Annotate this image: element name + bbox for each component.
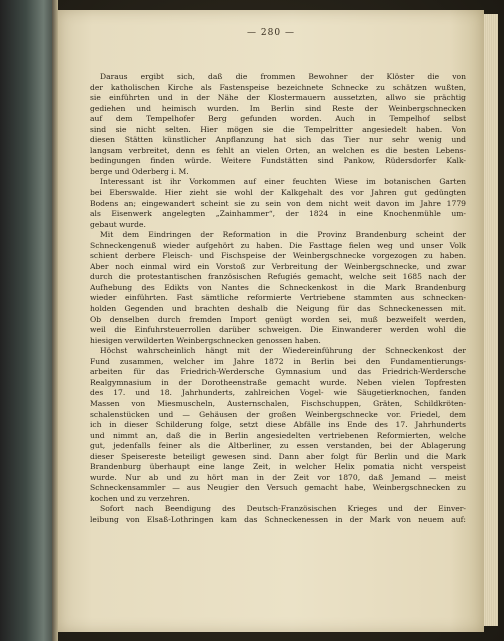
text-line: Bodens an; eingewandert scheint sie zu sein von dem nicht weit davon im Jahre 1779 <box>90 198 466 208</box>
text-line: langsam verbreitet, denn es fehlt an vielen Orten, an welchen es die besten Lebens- <box>90 145 466 155</box>
text-line: kochen und zu verzehren. <box>90 493 190 503</box>
text-line: Realgymnasium in der Dorotheenstraße gemacht wurde. Neben vielen Topfresten <box>90 377 466 387</box>
text-line: des 17. und 18. Jahrhunderts, zahlreichen Vogel- wie Säugetierknochen, fanden <box>90 388 466 398</box>
text-line: Sofort nach Beendigung des Deutsch-Französischen Krieges und der Einver- <box>100 504 466 514</box>
text-line: hiesigen verwilderten Weinbergschnecken genossen haben. <box>90 335 321 345</box>
paragraph <box>90 230 466 346</box>
text-line: schalenstücken und — Gehäusen der großen Weinbergschnecke vor. Friedel, dem <box>90 409 466 419</box>
text-line: wieder einführten. Fast sämtliche reformierte Vertriebene stammten aus schnecken- <box>90 293 466 303</box>
text-line: schient derbere Fleisch- und Fischspeise der Weinbergschnecke vorgezogen zu haben. <box>90 251 466 261</box>
page-number: — 280 — <box>247 28 295 38</box>
text-line: Schneckensammler — aus Neugier den Versuch gemacht habe, Weinbergschnecken zu <box>90 483 466 493</box>
page-stack-edge <box>484 14 498 626</box>
paragraph <box>90 177 466 230</box>
text-line: durch die protestantischen französischen Refugiés gemacht, welche seit 1685 nach der <box>90 272 466 282</box>
text-line: sind sie nicht selten. Hier mögen sie die Tempelritter angesiedelt haben. Von <box>90 124 466 134</box>
text-line: gut, jedenfalls feiner als die Altberliner, zu essen verstanden, bei der Ablagerung <box>90 441 466 451</box>
text-line: Daraus ergibt sich, daß die frommen Bewohner der Klöster die von <box>100 72 466 81</box>
text-line: diesen Stätten künstlicher Anpflanzung hat sich das Tier nur sehr wenig und <box>90 135 466 145</box>
text-line: auf dem Tempelhofer Berg gefunden worden. Auch in Tempelhof selbst <box>90 114 466 124</box>
book-cover-edge <box>0 0 58 641</box>
text-line: arbeiten für das Friedrich-Werdersche Gymnasium und das Friedrich-Werdersche <box>90 367 466 377</box>
text-line: weil die Einfuhrsteuerrollen darüber schweigen. Die Einwanderer werden wohl die <box>90 325 466 335</box>
text-line: gediehen und heimisch wurden. Im Berlin sind Reste der Weinbergschnecken <box>90 103 466 113</box>
paragraph <box>90 346 466 504</box>
text-line: Höchst wahrscheinlich hängt mit der Wiedereinführung der Schneckenkost der <box>100 346 466 356</box>
text-line: berge und Oderberg i. M. <box>90 166 189 176</box>
text-line: als Eisenwerk angelegten „Zainhammer“, der 1824 in eine Knochenmühle um- <box>90 209 466 219</box>
text-line: und nimmt an, daß die in Berlin angesiedelten vertriebenen Reformierten, welche <box>90 430 466 440</box>
paragraph <box>90 72 466 177</box>
text-line: gebaut wurde. <box>90 219 146 229</box>
text-line: holden Gegenden und brachten deshalb die Neigung für das Schneckenessen mit. <box>90 304 466 314</box>
text-line: wurde. Nur ab und zu hört man in der Zeit vor 1870, daß Jemand — meist <box>90 472 466 482</box>
text-line: Massen von Miesmuscheln, Austernschalen, Fischschuppen, Gräten, Schildkröten- <box>90 398 466 408</box>
text-line: Fund zusammen, welcher im Jahre 1872 in Berlin bei den Fundamentierungs- <box>90 356 466 366</box>
text-line: bedingungen finden würde. Weitere Fundstätten sind Pankow, Rüdersdorfer Kalk- <box>90 156 466 166</box>
paragraph <box>90 504 466 525</box>
book-page <box>58 10 484 632</box>
text-line: dieser Speisereste beteiligt gewesen sind. Dann aber folgt für Berlin und die Mark <box>90 451 466 461</box>
text-line: Mit dem Eindringen der Reformation in die Provinz Brandenburg scheint der <box>100 230 466 240</box>
text-line: Interessant ist ihr Vorkommen auf einer feuchten Wiese im botanischen Garten <box>100 177 466 187</box>
text-line: Schneckengenuß wieder aufgehört zu haben. Die Fasttage fielen weg und unser Volk <box>90 240 466 250</box>
page-text <box>90 72 466 526</box>
text-line: Brandenburg überhaupt eine lange Zeit, in welcher Helix pomatia nicht verspeist <box>90 462 466 472</box>
text-line: der katholischen Kirche als Fastenspeise bezeichnete Schnecke zu schätzen wußten, <box>90 82 466 92</box>
text-line: sie einführten und in der Nähe der Klostermauern aussetzten, allwo sie prächtig <box>90 93 466 103</box>
text-line: Ob denselben durch fremden Import genügt worden sei, muß bezweifelt werden, <box>90 314 466 324</box>
text-line: Aufhebung des Edikts von Nantes die Schneckenkost in die Mark Brandenburg <box>90 282 466 292</box>
text-line: ich in dieser Schilderung folge, setzt diese Abfälle ins Ende des 17. Jahrhunderts <box>90 420 466 430</box>
text-line: Aber noch einmal wird ein Vorstoß zur Verbreitung der Weinbergschnecke, und zwar <box>90 261 466 271</box>
text-line: leibung von Elsaß-Lothringen kam das Schneckenessen in der Mark von neuem auf: <box>90 514 466 524</box>
text-line: bei Eberswalde. Hier zieht sie wohl der Kalkgehalt des vor Jahren gut gedüngten <box>90 188 466 198</box>
